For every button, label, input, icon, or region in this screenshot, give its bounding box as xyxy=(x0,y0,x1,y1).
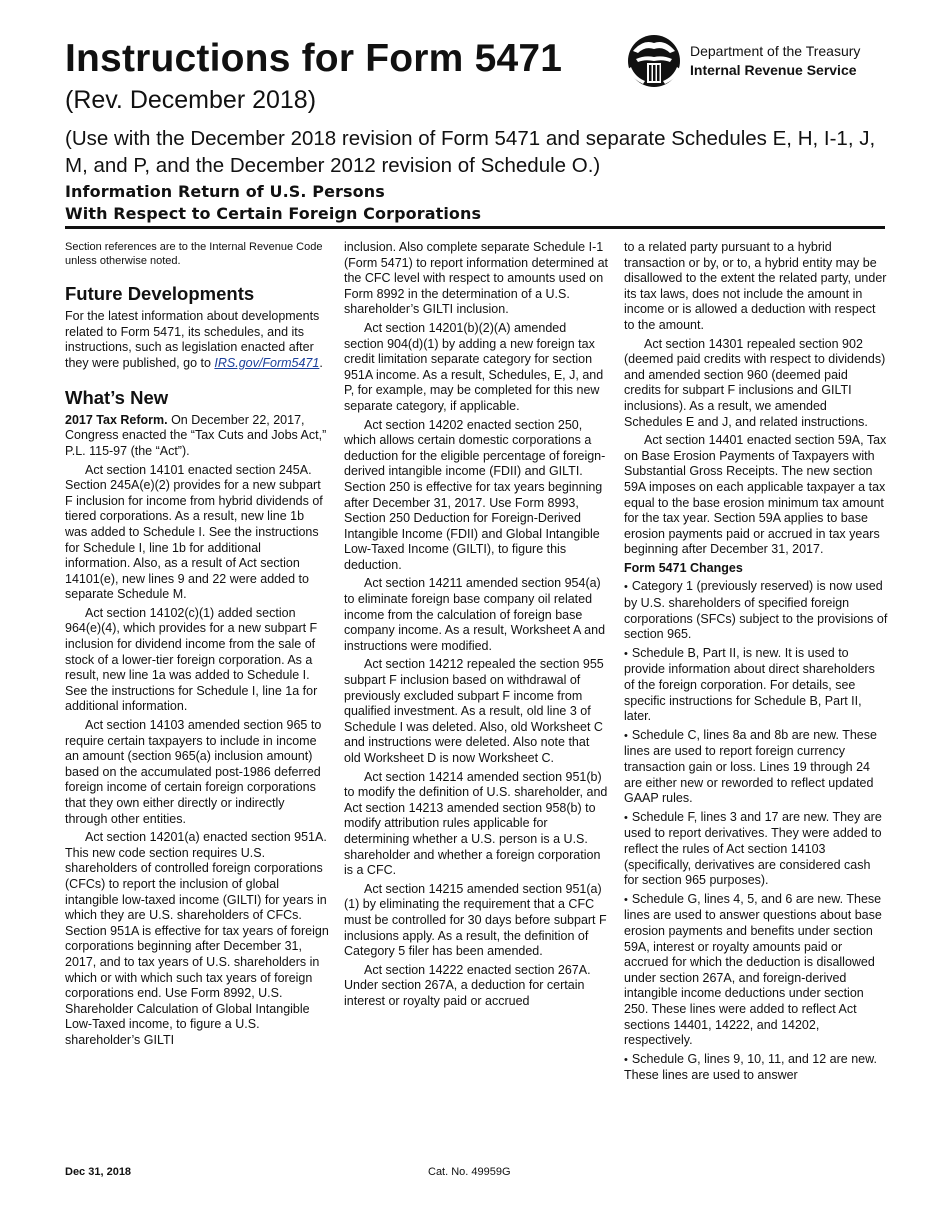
page-title: Instructions for Form 5471 xyxy=(65,37,563,80)
paragraph-14201b: Act section 14201(b)(2)(A) amended section 904(d)(1) by adding a new foreign tax credit limitation separate category for section 951A income. As a result, Schedules, E, J, and P, for example, may be completed for this new separate category, if applicable. xyxy=(344,320,604,413)
bullet-text-category-1: Category 1 (previously reserved) is now used by U.S. shareholders of specified foreign corporations (SFCs) subject to the provisions of section 965. xyxy=(624,579,888,642)
paragraph-14222: Act section 14222 enacted section 267A. Under section 267A, a deduction for certain interest or royalty paid or accrued xyxy=(344,962,591,1008)
future-text: For the latest information about developments related to Form 5471, its schedules, and its instructions, such as legislation enacted after they were published, go to xyxy=(65,309,320,370)
subtitle-line-2: With Respect to Certain Foreign Corporations xyxy=(65,203,482,223)
paragraph-14103: Act section 14103 amended section 965 to require certain taxpayers to include in income an amount (section 965(a) inclusion amount) based on the accumulated post-1986 deferred foreign income of certain foreign corporations that they own either directly or indirectly through other entities. xyxy=(65,718,322,826)
list-item xyxy=(624,728,888,807)
bullet-text-schedule-c: Schedule C, lines 8a and 8b are new. These lines are used to report foreign currency transaction gain or loss. Lines 19 through 24 are either new or reworded to reflect updated GAAP rules. xyxy=(624,727,877,806)
column-3 xyxy=(624,240,888,1084)
paragraph-14215: Act section 14215 amended section 951(a)(1) by eliminating the requirement that a CFC must be controlled for 30 days before subpart F inclusions apply. As a result, the definition of Category 5 filer has been amended. xyxy=(344,881,607,959)
paragraph-14202: Act section 14202 enacted section 250, which allows certain domestic corporations a deduction for the eligible percentage of foreign-derived intangible income (FDII) and GILTI. Section 250 is effective for tax years beginning after December 31, 2017. Use Form 8993, Section 250 Deduction for Foreign-Derived Intangible Income (FDII) and Global Intangible Low-Taxed Income (GILTI), to figure this deduction. xyxy=(344,417,606,572)
footer-date: Dec 31, 2018 xyxy=(65,1166,132,1178)
paragraph-14101: Act section 14101 enacted section 245A. Section 245A(e)(2) provides for a new subpart F inclusion for income from hybrid dividends of tiered corporations. As a result, new line 1b was added to Schedule I. See the instructions for Schedule I, line 1b for additional information. Also, as a result of Act section 14101(e), new lines 9 and 22 were added to separate Schedule M. xyxy=(65,462,323,602)
future-developments-heading: Future Developments xyxy=(65,283,255,304)
bullet-icon: • xyxy=(624,893,628,906)
paragraph-14201a: Act section 14201(a) enacted section 951A. This new code section requires U.S. shareholders of controlled foreign corporations (CFCs) to report the inclusion of global intangible low-taxed income (GILTI) for years in which they are U.S. shareholders of CFCs. Section 951A is effective for tax years of foreign corporations beginning after December 31, 2017, and to tax years of U.S. shareholders in which or with which such tax years of foreign corporations end. Use Form 8992, U.S. Shareholder Calculation of Global Intangible Low-Taxed income, to figure a U.S. shareholder’s GILTI xyxy=(65,830,329,1047)
paragraph-14401: Act section 14401 enacted section 59A, Tax on Base Erosion Payments of Taxpayers with Substantial Gross Receipts. The new section 59A imposes on each applicable taxpayer a tax equal to the base erosion minimum tax amount for the tax year. Section 59A applies to base erosion payments paid or accrued in tax years beginning after December 31, 2017. xyxy=(624,433,887,557)
irs-eagle-logo-icon xyxy=(623,33,685,89)
bullet-icon: • xyxy=(624,581,628,594)
list-item xyxy=(624,810,888,889)
form-5471-changes-heading: Form 5471 Changes xyxy=(624,560,743,575)
agency-department: Department of the Treasury xyxy=(690,43,861,60)
bullet-icon: • xyxy=(624,1053,628,1066)
paragraph-gilti-continued: inclusion. Also complete separate Schedule I-1 (Form 5471) to report information determined at the CFC level with respect to amounts used on Form 8992 in the determination of a U.S. shareholder’s GILTI inclusion. xyxy=(344,240,609,317)
agency-irs: Internal Revenue Service xyxy=(690,62,857,78)
paragraph-hybrid-continued: to a related party pursuant to a hybrid transaction or by, or to, a hybrid entity may be disallowed to the extent the related party, under its tax laws, does not include the amount in income or is allowed a deduction with respect to the amount. xyxy=(624,240,887,332)
list-item xyxy=(624,579,888,642)
revision-date: (Rev. December 2018) xyxy=(65,86,317,114)
paragraph-14212: Act section 14212 repealed the section 955 subpart F inclusion based on withdrawal of previously excluded subpart F income from qualified investment. As a result, old line 3 of Schedule I was deleted. Also, old Worksheet C and instructions were deleted. Also note that old Worksheet D is now Worksheet C. xyxy=(344,657,604,765)
bullet-text-schedule-f: Schedule F, lines 3 and 17 are new. They are used to report derivatives. They were added to reflect the rules of Act section 14103 (specifically, derivatives are considered cash for section 965 purposes). xyxy=(624,809,882,888)
future-developments-text xyxy=(65,309,329,371)
paragraph-14211: Act section 14211 amended section 954(a) to eliminate foreign base company oil related income from the calculation of foreign base company income. As a result, Worksheet A and instructions were modified. xyxy=(344,576,606,653)
bullet-text-schedule-b: Schedule B, Part II, is new. It is used to provide information about direct shareholders of the foreign corporation. For details, see specific instructions for Schedule B, Part II, later. xyxy=(624,645,875,724)
tax-reform-paragraph xyxy=(65,413,329,460)
paragraph-14301: Act section 14301 repealed section 902 (deemed paid credits with respect to dividends) and amended section 960 (deemed paid credits for subpart F inclusions and GILTI inclusions). As a result, we amended Schedules E and J, and related instructions. xyxy=(624,336,886,429)
agency-block xyxy=(623,33,860,89)
section-references-note: Section references are to the Internal Revenue Code unless otherwise noted. xyxy=(65,241,323,267)
bullet-text-schedule-g-456: Schedule G, lines 4, 5, and 6 are new. These lines are used to answer questions about base erosion payments and benefits under section 59A, interest or royalty amounts paid or accrued for which the deduction is disallowed under section 267A, and foreign-derived intangible income deductions under section 250. These lines were added to reflect Act sections 14401, 14222, and 14202, respectively. xyxy=(624,891,882,1048)
tax-reform-text: On December 22, 2017, Congress enacted the “Tax Cuts and Jobs Act,” P.L. 115-97 (the “Act”). xyxy=(65,412,327,458)
list-item xyxy=(624,646,888,725)
tax-reform-runin-head: 2017 Tax Reform. xyxy=(65,412,168,427)
paragraph-14214: Act section 14214 amended section 951(b) to modify the definition of U.S. shareholder, and Act section 14213 amended section 958(b) to modify attribution rules applicable for determining whether a U.S. person is a U.S. shareholder and whether a foreign corporation is a CFC. xyxy=(344,769,608,878)
column-1 xyxy=(65,240,329,1049)
bullet-icon: • xyxy=(624,811,628,824)
list-item xyxy=(624,892,888,1049)
whats-new-heading: What’s New xyxy=(65,386,169,408)
column-2 xyxy=(344,240,608,1010)
use-with-note: (Use with the December 2018 revision of Form 5471 and separate Schedules E, H, I-1, J, M, and P, and the December 2012 revision of Schedule O.) xyxy=(65,127,876,177)
bullet-icon: • xyxy=(624,647,628,660)
footer-catalog-number: Cat. No. 49959G xyxy=(428,1166,511,1178)
bullet-icon: • xyxy=(624,729,628,742)
form-subtitle xyxy=(65,181,481,224)
future-period: . xyxy=(319,355,323,370)
list-item xyxy=(624,1052,888,1084)
irs-form5471-link[interactable]: IRS.gov/Form5471 xyxy=(214,355,320,370)
bullet-text-schedule-g-9-12: Schedule G, lines 9, 10, 11, and 12 are new. These lines are used to answer xyxy=(624,1051,877,1083)
header-divider xyxy=(65,226,885,229)
paragraph-14102: Act section 14102(c)(1) added section 964(e)(4), which provides for a new subpart F inclusion for dividend income from the sale of stock of a lower-tier foreign corporation. As a result, new line 1a was added to Schedule I. See the instructions for Schedule I, line 1a for additional information. xyxy=(65,605,318,714)
subtitle-line-1: Information Return of U.S. Persons xyxy=(65,182,385,201)
